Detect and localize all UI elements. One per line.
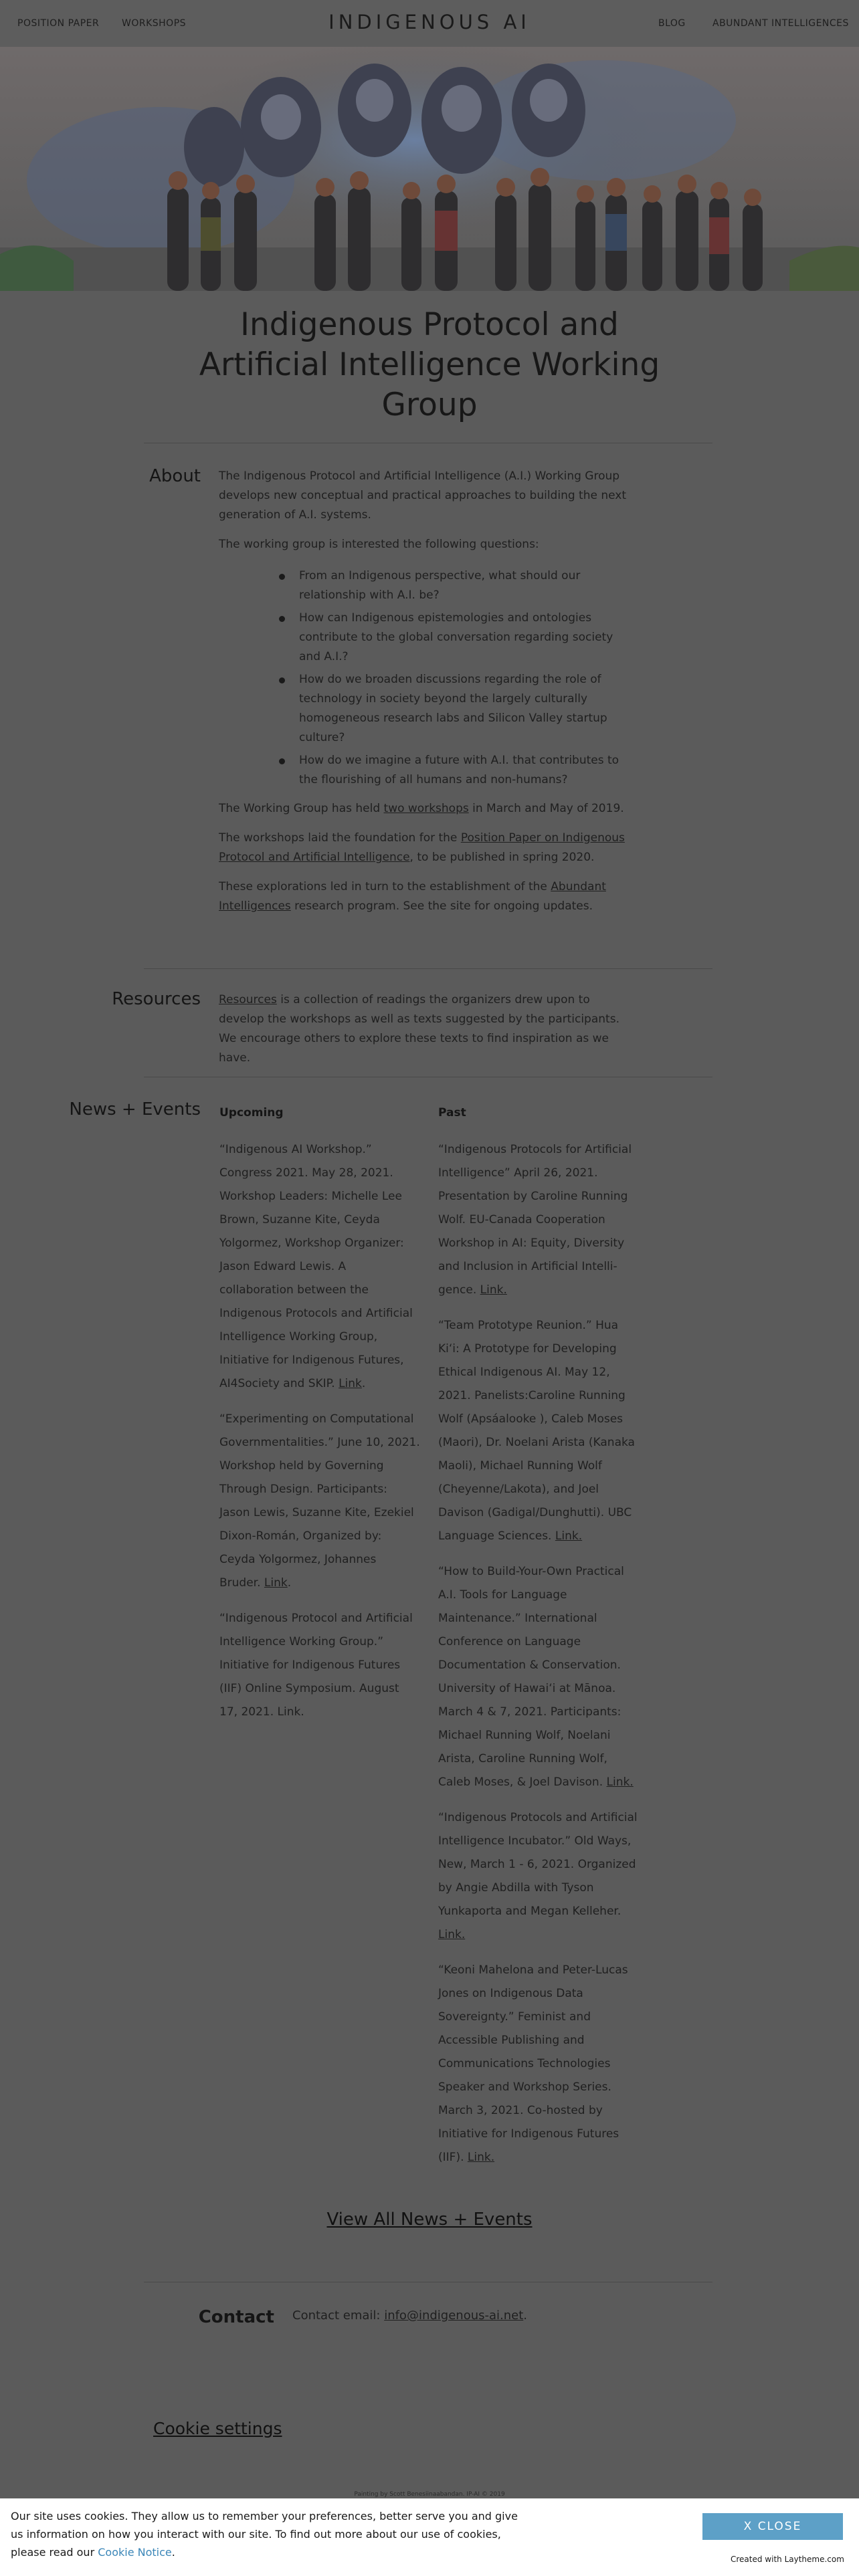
cookie-notice-text bbox=[11, 2507, 519, 2561]
page-title: Indigenous Protocol and Artificial Intelligence Working Group bbox=[199, 306, 660, 423]
list-item bbox=[219, 1138, 420, 1396]
list-item bbox=[438, 1806, 639, 1947]
hero-painting-illustration bbox=[0, 47, 859, 291]
contact-heading: Contact bbox=[198, 2307, 274, 2327]
event-link[interactable]: Link bbox=[339, 1377, 362, 1390]
questions-lead: The working group is interested the following questions: bbox=[219, 538, 539, 551]
resources-text: is a collection of readings the organizers drew upon to develop the workshops as well as texts suggested by the participants. We encourage others to explore these texts to find inspiration as we have. bbox=[219, 993, 619, 1065]
list-item: How do we broaden discussions regarding the role of technology in society beyond the largely culturally homogeneous research labs and Silicon Valley startup culture? bbox=[292, 670, 634, 748]
nav-blog[interactable]: BLOG bbox=[658, 18, 686, 29]
cookie-banner bbox=[0, 2498, 859, 2576]
resources-link[interactable]: Resources bbox=[219, 993, 277, 1006]
event-text: “Keoni Mahelona and Peter-Lucas Jones on Indigenous Data Sovereignty.” Feminist and Accessible Publishing and Communications Technologies Speaker and Workshop Series. March 3, 2021. Co-hosted by Initiative for Indigenous Futures (IIF). bbox=[438, 1963, 628, 2164]
list-item bbox=[219, 1607, 420, 1724]
cookie-settings-link[interactable]: Cookie settings bbox=[153, 2419, 282, 2438]
list-item bbox=[219, 1408, 420, 1595]
event-text: “Indigenous Protocols and Artificial Intelligence Incubator.” Old Ways, New, March 1 - 6, 2021. Organized by Angie Abdilla with Tyson Yunkaporta and Megan Kelleher. bbox=[438, 1811, 638, 1918]
nav-abundant-intelligences[interactable]: ABUNDANT INTELLIGENCES bbox=[712, 18, 849, 29]
nav-position-paper[interactable]: POSITION PAPER bbox=[17, 18, 100, 29]
list-item bbox=[438, 1560, 639, 1794]
list-item: From an Indigenous perspective, what should our relationship with A.I. be? bbox=[292, 566, 634, 605]
event-text: “Indigenous AI Workshop.” Congress 2021. May 28, 2021. Workshop Leaders: Michelle Lee Brown, Suzanne Kite, Ceyda Yolgormez, Workshop Organizer: Jason Edward Lewis. A collaboration between the Indigenous Protocols and Artificial Intelligence Working Group, Initiative for Indigenous Futures, AI4Society and SKIP. bbox=[219, 1143, 413, 1390]
contact-suffix: . bbox=[523, 2309, 528, 2323]
list-item: How do we imagine a future with A.I. that contributes to the flourishing of all humans and non-humans? bbox=[292, 751, 634, 790]
about-heading: About bbox=[149, 466, 201, 486]
workshops-text-post: in March and May of 2019. bbox=[468, 802, 624, 815]
contact-line bbox=[292, 2309, 527, 2323]
workshops-paragraph bbox=[219, 799, 634, 819]
divider bbox=[144, 968, 712, 969]
resources-heading: Resources bbox=[112, 989, 201, 1009]
event-text: “Indigenous Protocol and Artificial Intelligence Working Group.” Initiative for Indigenous Futures (IIF) Online Symposium. August 17, 2021. bbox=[219, 1612, 413, 1719]
list-item bbox=[438, 1314, 639, 1548]
event-text: “How to Build-Your-Own Practical A.I. Tools for Language Maintenance.” International Conference on Language Documentation & Conservation. University of Hawaiʻi at Mānoa. March 4 & 7, 2021. Participants: Michael Running Wolf, Noelani Arista, Caroline Running Wolf, Caleb Moses, & Joel Davison. bbox=[438, 1565, 624, 1789]
contact-prefix: Contact email: bbox=[292, 2309, 385, 2323]
resources-paragraph bbox=[219, 990, 634, 1068]
ai-text-pre: These explorations led in turn to the establishment of the bbox=[219, 880, 551, 893]
nav-workshops[interactable]: WORKSHOPS bbox=[122, 18, 187, 29]
event-link[interactable]: Link. bbox=[467, 2151, 495, 2164]
top-nav-bar bbox=[0, 0, 859, 47]
two-workshops-link[interactable]: two workshops bbox=[383, 802, 469, 815]
ai-text-post: research program. See the site for ongoing updates. bbox=[290, 899, 593, 913]
list-item bbox=[438, 1138, 639, 1302]
event-link[interactable]: Link bbox=[264, 1576, 288, 1590]
cookie-tail: . bbox=[171, 2546, 175, 2559]
position-paper-paragraph bbox=[219, 829, 634, 867]
list-item bbox=[438, 1959, 639, 2169]
laytheme-credit[interactable]: Created with Laytheme.com bbox=[731, 2555, 844, 2564]
event-link[interactable]: Link. bbox=[555, 1529, 583, 1543]
site-title[interactable]: INDIGENOUS AI bbox=[328, 11, 531, 33]
abundant-intelligences-link[interactable]: Abundant Intelligences bbox=[219, 880, 606, 913]
event-tail: . bbox=[287, 1576, 292, 1590]
event-text: “Team Prototype Reunion.” Hua Kiʻi: A Prototype for Developing Ethical Indigenous AI. May 12, 2021. Panelists:Caroline Running Wolf (Apsáalooke ), Caleb Moses (Maori), Dr. Noelani Arista (Kanaka Maoli), Michael Running Wolf (Cheyenne/Lakota), and Joel Davison (Gadigal/Dunghutti). UBC Language Sciences. bbox=[438, 1319, 635, 1543]
cookie-text: Our site uses cookies. They allow us to remember your preferences, better serve you and give us information on how you interact with our site. To find out more about our use of cookies, please read our bbox=[11, 2510, 518, 2559]
paper-text-post: , to be published in spring 2020. bbox=[409, 851, 595, 864]
past-events-list bbox=[438, 1138, 639, 2181]
cookie-notice-link[interactable]: Cookie Notice bbox=[98, 2546, 172, 2559]
event-link[interactable]: Link. bbox=[480, 1283, 507, 1297]
about-intro: The Indigenous Protocol and Artificial Intelligence (A.I.) Working Group develops new conceptual and practical approaches to building the next generation of A.I. systems. bbox=[219, 469, 627, 522]
event-tail: Link. bbox=[277, 1705, 304, 1719]
event-text: “Experimenting on Computational Governmentalities.” June 10, 2021. Workshop held by Governing Through Design. Participants: Jason Lewis, Suzanne Kite, Ezekiel Dixon-Román, Organized by: Ceyda Yolgormez, Johannes Bruder. bbox=[219, 1412, 420, 1590]
event-link[interactable]: Link. bbox=[438, 1928, 466, 1941]
position-paper-link[interactable]: Position Paper on Indigenous Protocol and Artificial Intelligence bbox=[219, 831, 625, 864]
hero-painting bbox=[0, 47, 859, 291]
upcoming-events-list bbox=[219, 1138, 420, 1736]
questions-list bbox=[292, 566, 634, 790]
event-tail: . bbox=[361, 1377, 366, 1390]
past-heading: Past bbox=[438, 1106, 466, 1119]
contact-email-link[interactable]: info@indigenous-ai.net bbox=[384, 2309, 524, 2323]
abundant-intelligences-paragraph bbox=[219, 877, 634, 916]
view-all-news-events-link[interactable]: View All News + Events bbox=[326, 2210, 533, 2230]
about-section bbox=[219, 467, 634, 926]
event-link[interactable]: Link. bbox=[606, 1776, 634, 1789]
news-events-heading: News + Events bbox=[69, 1099, 201, 1119]
upcoming-heading: Upcoming bbox=[219, 1106, 284, 1119]
list-item: How can Indigenous epistemologies and ontologies contribute to the global conversation regarding society and A.I.? bbox=[292, 609, 634, 667]
cookie-close-button[interactable]: X CLOSE bbox=[702, 2513, 843, 2540]
footer-credit: Painting by Scott Benesiinaabandan. IP-AI © 2019 bbox=[354, 2491, 505, 2498]
event-text: “Indigenous Protocols for Artificial Intelligence” April 26, 2021. Presentation by Caroline Running Wolf. EU-Canada Cooperation Workshop in AI: Equity, Diversity and Inclusion in Artificial Intelligence. bbox=[438, 1143, 632, 1297]
resources-section bbox=[219, 990, 634, 1078]
workshops-text-pre: The Working Group has held bbox=[219, 802, 384, 815]
paper-text-pre: The workshops laid the foundation for the bbox=[219, 831, 461, 845]
